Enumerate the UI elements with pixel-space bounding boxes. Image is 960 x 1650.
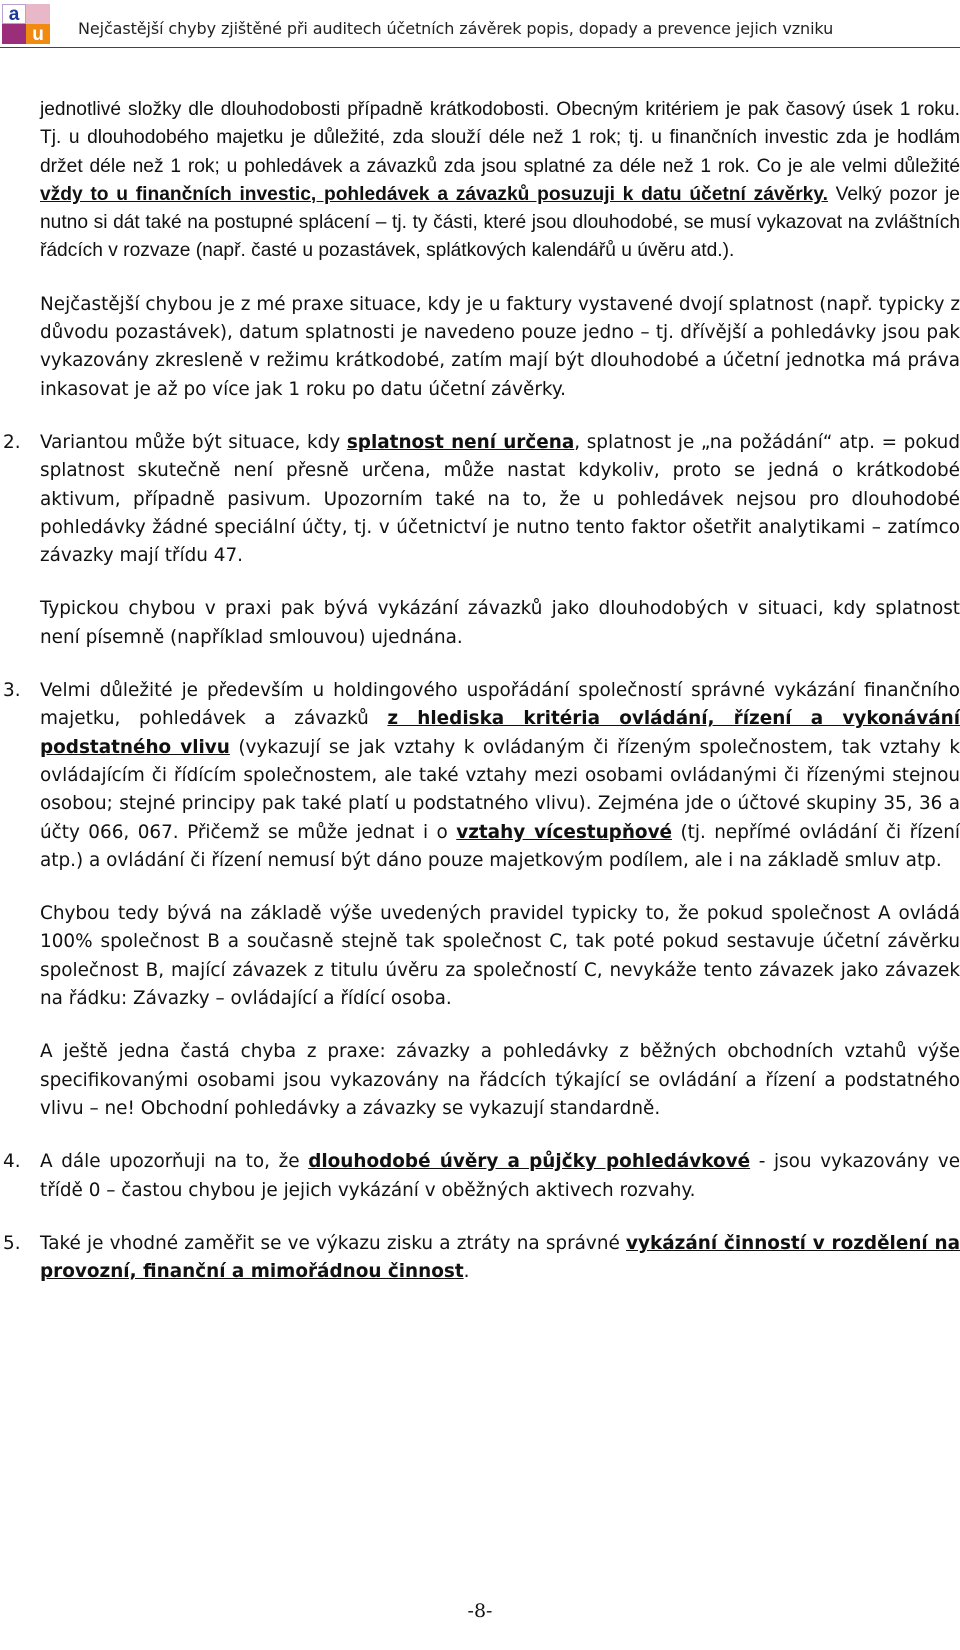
paragraph-text: , splatnost je „na požádání“ atp. = pokud splatnost skutečně není přesně určena, může nastat kdykoliv, proto se jedná o krátkodobé aktivum, případně pasivum. Upozorním také na to, že u pohledávek nejsou pro dlouhodobé pohledávky žádné speciální účty, tj. v účetnictví je nutno tento faktor ošetřit analytikami – zatímco závazky mají třídu 47. <box>40 431 960 567</box>
paragraph <box>40 1230 960 1287</box>
header-divider <box>0 47 960 48</box>
page-header <box>0 0 960 48</box>
paragraph-text: - jsou vykazovány ve třídě 0 – častou chybou je jejich vykázání v oběžných aktivech rozvahy. <box>40 1151 960 1201</box>
logo <box>2 4 52 46</box>
paragraph <box>40 1148 960 1205</box>
running-header-title: Nejčastější chyby zjištěné při auditech účetních závěrek popis, dopady a prevence jejich vzniku <box>78 19 834 38</box>
list-item-2 <box>3 429 960 570</box>
paragraph <box>40 429 960 570</box>
emphasis-text: dlouhodobé úvěry a půjčky pohledávkové <box>308 1151 751 1173</box>
list-number: 2. <box>3 431 21 453</box>
page-number: -8- <box>467 1600 493 1622</box>
paragraph-text: A dále upozorňuji na to, že <box>40 1151 309 1173</box>
emphasis-text: vykázání činností v rozdělení na provozní, finanční a mimořádnou činnost <box>40 1232 960 1283</box>
list-number: 5. <box>3 1232 21 1254</box>
paragraph-text: Také je vhodné zaměřit se ve výkazu zisku a ztráty na správné <box>40 1232 627 1254</box>
paragraph-text: (vykazují se jak vztahy k ovládaným či řízeným společnostem, tak vztahy k ovládajícím či řídícím společnostem, ale také vztahy mezi osobami ovládanými či řízenými stejnou osobou; stejné principy pak také platí u podstatného vlivu). Zejména jde o účtové skupiny 35, 36 a účty 066, 067. Přičemž se může jednat i o <box>40 736 960 843</box>
emphasis-text: splatnost není určena <box>346 431 575 453</box>
emphasis-text: vztahy vícestupňové <box>456 821 673 843</box>
list-item-3 <box>3 677 960 875</box>
list-number: 3. <box>3 680 21 702</box>
paragraph-text: jednotlivé složky dle dlouhodobosti případně krátkodobosti. Obecným kritériem je pak časový úsek 1 roku. Tj. u dlouhodobého majetku je důležité, zda slouží déle než 1 rok; tj. u finančních investic zda je hodlám držet déle než 1 rok; u pohledávek a závazků zda jsou splatné za déle než 1 rok. Co je ale velmi důležité <box>40 99 960 177</box>
paragraph: Chybou tedy bývá na základě výše uvedených pravidel typicky to, že pokud společnost A ovládá 100% společnost B a současně stejně tak společnost C, tak poté pokud sestavuje účetní závěrku společnost B, mající závazek z titulu úvěru za společností C, nevykáže tento závazek jako závazek na řádku: Závazky – ovládající a řídící osoba. <box>40 903 960 1010</box>
paragraph: Nejčastější chybou je z mé praxe situace, kdy je u faktury vystavené dvojí splatnost (např. typicky z důvodu pozastávek), datum splatnosti je navedeno pouze jedno – tj. dřívější a pohledávky jsou pak vykazovány zkresleně v režimu krátkodobé, zatím mají být dlouhodobé a účetní jednotka má práva inkasovat je až po více jak 1 roku po datu účetní závěrky. <box>40 293 960 400</box>
paragraph-text: . <box>463 1261 470 1283</box>
emphasis-text: vždy to u finančních investic, pohledávek a závazků posuzuji k datu účetní závěrky. <box>40 183 828 205</box>
list-item-5 <box>3 1230 960 1287</box>
paragraph-text: Variantou může být situace, kdy <box>40 431 347 453</box>
list-number: 4. <box>3 1151 21 1173</box>
paragraph-text: (tj. nepřímé ovládání či řízení atp.) a ovládání či řízení nemusí být dáno pouze majetkovým podílem, ale i na základě smluv atp. <box>40 821 960 871</box>
paragraph: Typickou chybou v praxi pak bývá vykázání závazků jako dlouhodobých v situaci, kdy splatnost není písemně (například smlouvou) ujednána. <box>40 598 960 648</box>
logo-block <box>2 24 26 44</box>
list-item-4 <box>3 1148 960 1205</box>
paragraph <box>40 677 960 875</box>
logo-block <box>26 4 50 24</box>
paragraph-text: Velmi důležité je především u holdingového uspořádání společností správné vykázání finančního majetku, pohledávek a závazků <box>40 680 960 730</box>
paragraph-text: Velký pozor je nutno si dát také na postupné splácení – tj. ty části, které jsou dlouhodobé, se musí vykazovat na zvláštních řádcích v rozvaze (např. časté u pozastávek, splátkových kalendářů u úvěru atd.). <box>40 183 960 262</box>
logo-letter-a: a <box>2 4 26 24</box>
paragraph: A ještě jedna častá chyba z praxe: závazky a pohledávky z běžných obchodních vztahů výše specifikovanými osobami jsou vykazovány na řádcích týkající se ovládání a řízení a podstatného vlivu – ne! Obchodní pohledávky a závazky se vykazují standardně. <box>40 1041 960 1119</box>
document-body <box>3 96 960 1286</box>
logo-letter-u: u <box>26 24 50 44</box>
paragraph <box>40 96 960 266</box>
emphasis-text: z hlediska kritéria ovládání, řízení a vykonávání podstatného vlivu <box>40 708 960 758</box>
